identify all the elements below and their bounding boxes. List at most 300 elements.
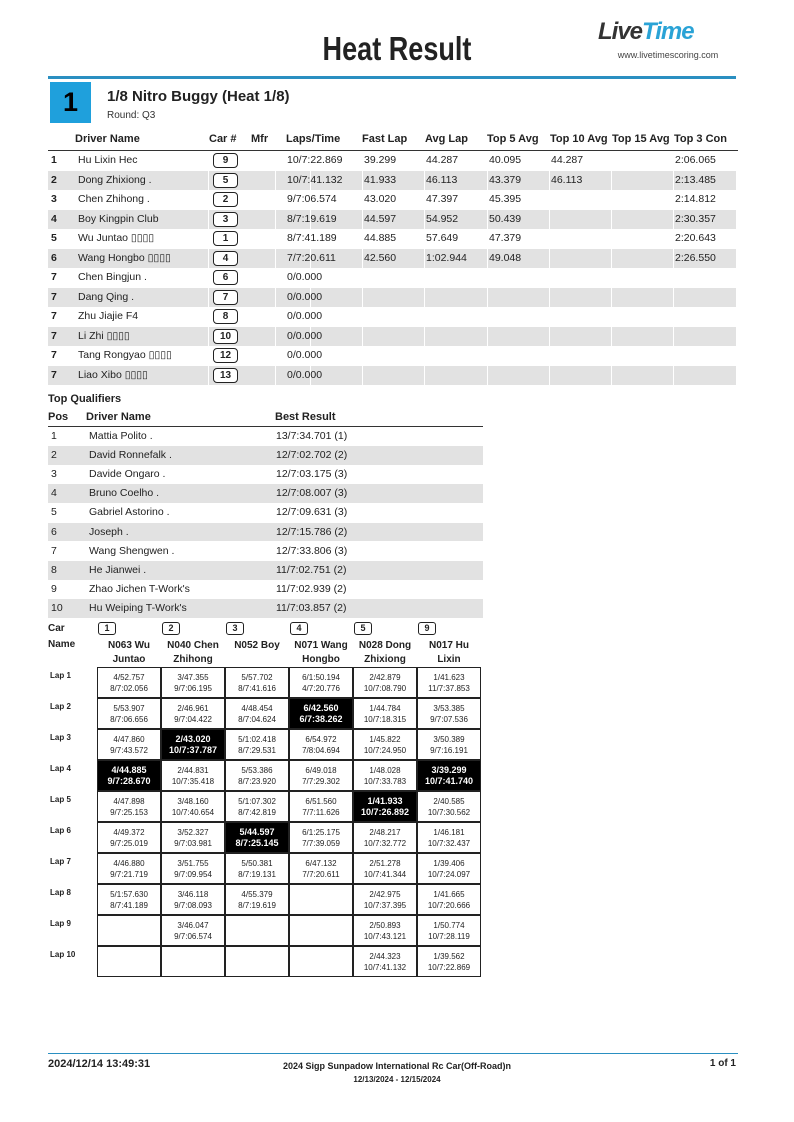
column-separator: [673, 307, 674, 326]
column-separator: [673, 327, 674, 346]
lap-position-time: 2/40.585: [433, 797, 465, 806]
lap-position-time: 2/50.893: [369, 921, 401, 930]
lap-total-time: 10/7:41.344: [363, 870, 407, 879]
lap-total-time: 7/7:39.059: [302, 839, 340, 848]
lap-total-time: 9/7:08.093: [174, 901, 212, 910]
lap-total-time: 8/7:02.056: [110, 684, 148, 693]
qualifier-best-result: 11/7:02.939 (2): [276, 582, 347, 595]
results-column-header: Car #: [209, 133, 237, 145]
lap-cell: [417, 884, 481, 915]
result-fast: 44.885: [364, 232, 397, 244]
qualifier-row: [48, 580, 483, 599]
lap-position-time: 5/1:57.630: [110, 890, 148, 899]
lap-position-time: 6/54.972: [305, 735, 337, 744]
lap-position-time: 3/53.385: [433, 704, 465, 713]
qualifier-driver: Davide Ongaro .: [89, 468, 166, 481]
column-separator: [208, 268, 209, 287]
results-column-header: Laps/Time: [286, 133, 341, 145]
result-laps: 10/7:22.869: [287, 154, 343, 166]
lap-grid-car-label: Car: [48, 623, 65, 634]
car-number-badge: 8: [213, 309, 238, 324]
lap-total-time: 8/7:42.819: [238, 808, 276, 817]
lap-cell: [225, 822, 289, 853]
column-separator: [362, 210, 363, 229]
logo-url: www.livetimescoring.com: [617, 50, 719, 60]
column-separator: [673, 171, 674, 190]
lap-label: Lap 9: [50, 919, 71, 928]
column-separator: [208, 346, 209, 365]
lap-position-time: 1/46.181: [433, 828, 465, 837]
lap-total-time: 10/7:30.562: [427, 808, 471, 817]
results-column-header: Top 5 Avg: [487, 133, 539, 145]
lap-position-time: 3/47.355: [177, 673, 209, 682]
event-name: 2024 Sigp Sunpadow International Rc Car(Off-Road)n: [282, 1061, 512, 1071]
lap-position-time: 3/51.755: [177, 859, 209, 868]
lap-total-time: 9/7:07.536: [430, 715, 468, 724]
column-separator: [424, 366, 425, 385]
lap-position-time: 2/51.278: [369, 859, 401, 868]
lap-total-time: 9/7:21.719: [110, 870, 148, 879]
lap-cell: [225, 729, 289, 760]
lap-cell: [353, 915, 417, 946]
qualifier-position: 3: [51, 468, 57, 481]
lap-position-time: 3/52.327: [177, 828, 209, 837]
lap-cell: [417, 667, 481, 698]
lap-cell: [161, 760, 225, 791]
results-column-header: Avg Lap: [425, 133, 468, 145]
lap-total-time: 10/7:28.119: [428, 932, 470, 941]
lap-total-time: 10/7:32.772: [363, 839, 407, 848]
lap-label: Lap 4: [50, 764, 71, 773]
lap-total-time: 9/7:03.981: [174, 839, 212, 848]
results-row: [48, 346, 736, 365]
column-separator: [611, 366, 612, 385]
column-separator: [424, 210, 425, 229]
lap-cell: [225, 667, 289, 698]
qualifier-best-result: 11/7:02.751 (2): [276, 563, 347, 576]
column-separator: [487, 190, 488, 209]
results-row: [48, 366, 736, 385]
column-separator: [549, 288, 550, 307]
column-separator: [362, 229, 363, 248]
column-separator: [424, 288, 425, 307]
qualifier-row: [48, 427, 483, 446]
lap-total-time: 10/7:41.132: [363, 963, 407, 972]
lap-position-time: 4/44.885: [111, 765, 147, 775]
result-fast: 39.299: [364, 154, 397, 166]
column-separator: [487, 210, 488, 229]
lap-cell: [289, 915, 353, 946]
qualifier-column-header: Driver Name: [86, 411, 151, 423]
lap-cell: [97, 667, 161, 698]
column-separator: [424, 151, 425, 170]
lap-position-time: 1/50.774: [433, 921, 465, 930]
column-separator: [549, 307, 550, 326]
column-separator: [275, 210, 276, 229]
lap-grid-driver-line2: Juntao: [112, 654, 146, 665]
lap-position-time: 6/1:25.175: [302, 828, 340, 837]
result-laps: 7/7:20.611: [287, 251, 336, 264]
lap-position-time: 6/51.560: [305, 797, 337, 806]
lap-total-time: 8/7:25.145: [235, 838, 279, 848]
lap-total-time: 10/7:40.654: [171, 808, 215, 817]
column-separator: [487, 346, 488, 365]
lap-total-time: 9/7:25.153: [110, 808, 148, 817]
qualifier-driver: Bruno Coelho .: [89, 487, 160, 500]
lap-position-time: 1/41.665: [433, 890, 465, 899]
column-separator: [362, 190, 363, 209]
column-separator: [362, 327, 363, 346]
lap-cell: [161, 853, 225, 884]
lap-cell: [353, 822, 417, 853]
qualifier-best-result: 13/7:34.701 (1): [276, 430, 348, 442]
qualifier-position: 1: [51, 430, 57, 442]
lap-total-time: 7/7:11.626: [302, 808, 340, 817]
qualifier-position: 8: [51, 563, 57, 576]
page-number: 1 of 1: [709, 1058, 736, 1069]
column-separator: [424, 346, 425, 365]
lap-cell: [353, 760, 417, 791]
lap-grid-driver-line2: Hongbo: [302, 654, 340, 665]
column-separator: [549, 190, 550, 209]
qualifier-driver: Joseph .: [89, 525, 129, 538]
column-separator: [275, 327, 276, 346]
result-top10: 46.113: [551, 173, 583, 186]
column-separator: [611, 307, 612, 326]
result-position: 4: [51, 212, 57, 225]
lap-cell: [161, 822, 225, 853]
lap-cell: [289, 884, 353, 915]
qualifier-row: [48, 484, 483, 503]
column-separator: [611, 327, 612, 346]
lap-total-time: 7/7:29.302: [302, 777, 340, 786]
result-fast: 41.933: [364, 173, 397, 186]
result-avg: 54.952: [426, 212, 459, 225]
lap-cell: [97, 791, 161, 822]
lap-grid-car-badge: 1: [98, 622, 116, 635]
lap-total-time: 7/7:20.611: [302, 870, 340, 879]
column-separator: [549, 327, 550, 346]
lap-position-time: 6/1:50.194: [302, 673, 340, 682]
lap-position-time: 4/55.379: [241, 890, 273, 899]
lap-grid-driver-line1: N028 Dong: [358, 640, 412, 651]
lap-position-time: 3/39.299: [431, 765, 467, 775]
results-column-header: Top 3 Con: [674, 133, 727, 145]
result-driver: Tang Rongyao ▯▯▯▯: [78, 349, 172, 361]
car-number-badge: 4: [213, 251, 238, 266]
lap-cell: [97, 853, 161, 884]
qualifier-driver: Mattia Polito .: [89, 430, 153, 442]
lap-grid-driver-line1: N052 Boy: [234, 640, 280, 651]
lap-cell: [289, 853, 353, 884]
column-separator: [362, 288, 363, 307]
column-separator: [611, 249, 612, 268]
lap-cell: [353, 791, 417, 822]
lap-position-time: 6/47.132: [305, 859, 337, 868]
qualifier-best-result: 11/7:03.857 (2): [276, 601, 347, 614]
lap-position-time: 2/46.961: [177, 704, 209, 713]
lap-cell: [289, 822, 353, 853]
car-number-badge: 3: [213, 212, 238, 227]
result-top5: 47.379: [489, 232, 522, 244]
lap-grid-driver-line1: N071 Wang: [294, 640, 348, 651]
car-number-badge: 6: [213, 270, 238, 285]
results-row: [48, 229, 736, 248]
lap-grid-driver-line1: N040 Chen: [167, 640, 219, 651]
header-divider: [48, 76, 736, 79]
column-separator: [673, 210, 674, 229]
column-separator: [424, 268, 425, 287]
lap-position-time: 1/39.406: [433, 859, 465, 868]
results-row: [48, 210, 736, 229]
column-separator: [611, 151, 612, 170]
lap-total-time: 10/7:22.869: [427, 963, 471, 972]
lap-cell: [353, 884, 417, 915]
lap-total-time: 9/7:09.954: [174, 870, 212, 879]
column-separator: [208, 229, 209, 248]
column-separator: [275, 229, 276, 248]
result-top3con: 2:06.065: [675, 154, 716, 166]
column-separator: [208, 366, 209, 385]
lap-position-time: 6/49.018: [305, 766, 337, 775]
column-separator: [208, 327, 209, 346]
results-row: [48, 190, 736, 209]
column-separator: [611, 268, 612, 287]
result-avg: 46.113: [426, 173, 458, 186]
lap-cell: [97, 822, 161, 853]
car-number-badge: 10: [213, 329, 238, 344]
result-top3con: 2:13.485: [675, 173, 716, 186]
lap-position-time: 1/41.933: [367, 796, 403, 806]
result-laps: 8/7:41.189: [287, 232, 337, 244]
results-column-header: Top 15 Avg: [612, 133, 670, 145]
column-separator: [549, 249, 550, 268]
result-avg: 57.649: [426, 232, 459, 244]
lap-total-time: 8/7:19.619: [238, 901, 276, 910]
column-separator: [487, 327, 488, 346]
qualifier-position: 2: [51, 449, 57, 462]
lap-label: Lap 10: [50, 950, 76, 959]
column-separator: [424, 229, 425, 248]
lap-cell: [289, 729, 353, 760]
qualifier-column-header: Pos: [48, 411, 69, 423]
lap-cell: [289, 791, 353, 822]
column-separator: [275, 249, 276, 268]
lap-position-time: 2/44.831: [177, 766, 209, 775]
column-separator: [611, 288, 612, 307]
column-separator: [424, 327, 425, 346]
column-separator: [424, 190, 425, 209]
lap-position-time: 6/42.560: [303, 703, 339, 713]
column-separator: [673, 229, 674, 248]
result-avg: 1:02.944: [426, 251, 467, 264]
column-separator: [275, 288, 276, 307]
result-driver: Wang Hongbo ▯▯▯▯: [78, 251, 171, 264]
lap-cell: [161, 698, 225, 729]
qualifier-driver: Gabriel Astorino .: [89, 506, 170, 519]
qualifier-best-result: 12/7:33.806 (3): [276, 544, 348, 557]
column-separator: [673, 249, 674, 268]
lap-grid-driver-name: [161, 639, 225, 667]
race-name: 1/8 Nitro Buggy (Heat 1/8): [107, 88, 290, 105]
column-separator: [611, 210, 612, 229]
result-top3con: 2:26.550: [675, 251, 716, 264]
qualifier-best-result: 12/7:15.786 (2): [276, 525, 348, 538]
car-number-badge: 7: [213, 290, 238, 305]
lap-total-time: 10/7:37.395: [363, 901, 407, 910]
lap-cell: [97, 884, 161, 915]
result-laps: 0/0.000: [287, 368, 323, 381]
lap-total-time: 9/7:06.574: [174, 932, 212, 941]
event-dates: 12/13/2024 - 12/15/2024: [353, 1075, 441, 1084]
lap-position-time: 1/48.028: [369, 766, 401, 775]
qualifier-position: 5: [51, 506, 57, 519]
result-position: 2: [51, 173, 57, 186]
result-top5: 50.439: [489, 212, 522, 225]
result-driver: Chen Zhihong .: [78, 193, 150, 205]
lap-grid-car-badge: 9: [418, 622, 436, 635]
lap-total-time: 9/7:04.422: [174, 715, 212, 724]
lap-label: Lap 7: [50, 857, 71, 866]
lap-cell: [417, 822, 481, 853]
qualifier-column-header: Best Result: [275, 411, 336, 423]
result-driver: Chen Bingjun .: [78, 271, 147, 283]
result-top5: 40.095: [489, 154, 522, 166]
lap-cell: [225, 791, 289, 822]
lap-grid-driver-name: [289, 639, 353, 667]
qualifier-position: 10: [51, 601, 63, 614]
lap-cell: [417, 698, 481, 729]
column-separator: [208, 210, 209, 229]
lap-cell: [161, 946, 225, 977]
lap-cell: [289, 667, 353, 698]
lap-cell: [97, 760, 161, 791]
lap-total-time: 11/7:37.853: [428, 684, 470, 693]
qualifier-row: [48, 599, 483, 618]
column-separator: [549, 346, 550, 365]
livetime-logo: LiveTime: [598, 18, 694, 45]
results-row: [48, 288, 736, 307]
result-position: 5: [51, 232, 57, 244]
qualifier-row: [48, 542, 483, 561]
lap-total-time: 10/7:18.315: [363, 715, 407, 724]
lap-grid-car-badge: 2: [162, 622, 180, 635]
column-separator: [424, 171, 425, 190]
lap-grid-car-badge: 5: [354, 622, 372, 635]
lap-cell: [417, 946, 481, 977]
result-position: 7: [51, 349, 57, 361]
column-separator: [275, 171, 276, 190]
page-title: Heat Result: [322, 30, 472, 67]
qualifier-driver: He Jianwei .: [89, 563, 147, 576]
results-row: [48, 327, 736, 346]
qualifier-driver: David Ronnefalk .: [89, 449, 172, 462]
result-driver: Zhu Jiajie F4: [78, 310, 139, 322]
lap-total-time: 6/7:38.262: [299, 714, 343, 724]
lap-total-time: 9/7:43.572: [110, 746, 148, 755]
lap-grid-driver-line1: N063 Wu: [107, 640, 151, 651]
column-separator: [275, 346, 276, 365]
lap-cell: [417, 791, 481, 822]
car-number-badge: 9: [213, 153, 238, 168]
lap-total-time: 10/7:37.787: [168, 745, 218, 755]
result-position: 6: [51, 251, 57, 264]
results-row: [48, 151, 736, 170]
lap-grid-driver-name: [97, 639, 161, 667]
lap-total-time: 10/7:41.740: [424, 776, 474, 786]
column-separator: [275, 151, 276, 170]
qualifier-position: 9: [51, 582, 57, 595]
lap-cell: [97, 915, 161, 946]
lap-position-time: 1/45.822: [369, 735, 401, 744]
lap-cell: [353, 667, 417, 698]
lap-cell: [353, 946, 417, 977]
lap-total-time: 10/7:35.418: [171, 777, 215, 786]
column-separator: [549, 366, 550, 385]
column-separator: [549, 229, 550, 248]
column-separator: [487, 229, 488, 248]
column-separator: [362, 268, 363, 287]
lap-total-time: 8/7:06.656: [110, 715, 148, 724]
lap-position-time: 3/50.389: [433, 735, 465, 744]
lap-position-time: 4/48.454: [241, 704, 273, 713]
lap-position-time: 5/53.907: [113, 704, 145, 713]
results-header-divider: [48, 150, 738, 151]
column-separator: [487, 249, 488, 268]
column-separator: [208, 190, 209, 209]
lap-cell: [161, 791, 225, 822]
lap-cell: [225, 760, 289, 791]
column-separator: [549, 210, 550, 229]
column-separator: [673, 190, 674, 209]
column-separator: [424, 307, 425, 326]
result-driver: Dong Zhixiong .: [78, 173, 152, 186]
lap-label: Lap 2: [50, 702, 71, 711]
lap-position-time: 4/52.757: [113, 673, 145, 682]
lap-total-time: 10/7:24.950: [363, 746, 407, 755]
lap-total-time: 10/7:26.892: [360, 807, 410, 817]
lap-total-time: 8/7:41.616: [238, 684, 276, 693]
lap-position-time: 2/42.975: [369, 890, 401, 899]
column-separator: [673, 366, 674, 385]
results-column-header: Mfr: [251, 133, 269, 145]
results-row: [48, 171, 736, 190]
lap-total-time: 9/7:06.195: [174, 684, 212, 693]
result-driver: Hu Lixin Hec: [78, 154, 138, 166]
column-separator: [549, 151, 550, 170]
column-separator: [275, 268, 276, 287]
column-separator: [362, 366, 363, 385]
column-separator: [275, 366, 276, 385]
lap-position-time: 2/44.323: [369, 952, 401, 961]
qualifier-best-result: 12/7:08.007 (3): [276, 487, 348, 500]
result-position: 3: [51, 193, 57, 205]
result-top3con: 2:14.812: [675, 193, 716, 205]
qualifier-row: [48, 465, 483, 484]
result-laps: 8/7:19.619: [287, 212, 337, 225]
result-fast: 43.020: [364, 193, 397, 205]
car-number-badge: 5: [213, 173, 238, 188]
lap-total-time: 9/7:16.191: [430, 746, 468, 755]
column-separator: [362, 307, 363, 326]
lap-cell: [353, 698, 417, 729]
column-separator: [673, 151, 674, 170]
lap-total-time: 10/7:33.783: [363, 777, 407, 786]
result-laps: 0/0.000: [287, 310, 323, 322]
result-top3con: 2:20.643: [675, 232, 716, 244]
lap-label: Lap 3: [50, 733, 71, 742]
lap-total-time: 8/7:41.189: [110, 901, 148, 910]
